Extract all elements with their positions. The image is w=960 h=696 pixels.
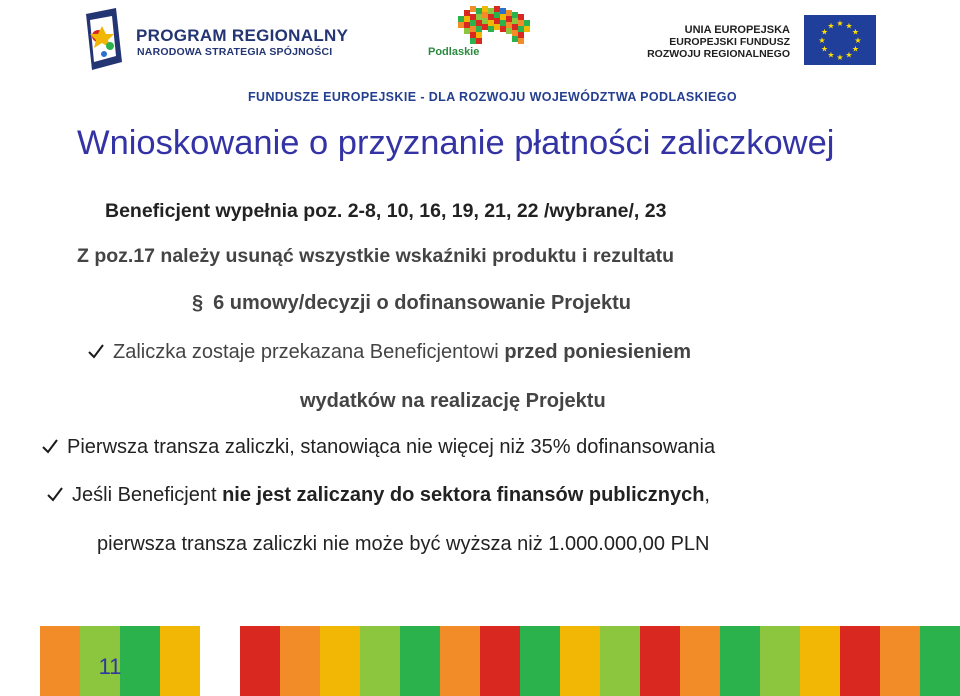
text-line-contract-section [192, 292, 631, 315]
slide-title: Wnioskowanie o przyznanie płatności zaliczkowej [77, 124, 835, 162]
footer-stripe [400, 626, 441, 696]
footer-stripe [560, 626, 601, 696]
svg-text:★: ★ [820, 27, 829, 37]
checkmark-icon [46, 485, 64, 503]
text-line-positions: Beneficjent wypełnia poz. 2-8, 10, 16, 19, 21, 22 /wybrane/, 23 [105, 200, 667, 222]
svg-text:★: ★ [836, 53, 844, 62]
svg-text:★: ★ [818, 36, 826, 45]
checkmark-icon [87, 342, 105, 360]
text-line-contract-label: 6 umowy/decyzji o dofinansowanie Projektu [213, 292, 631, 314]
svg-text:★: ★ [851, 44, 860, 54]
svg-text:★: ★ [827, 50, 835, 60]
text-line-advance-transfer [87, 341, 691, 364]
checkmark-icon [41, 437, 59, 455]
eu-fund-label [647, 24, 790, 60]
footer-stripe [160, 626, 201, 696]
footer-stripe [440, 626, 481, 696]
footer-stripe [200, 626, 241, 696]
footer-stripe [0, 626, 41, 696]
footer-color-stripes [0, 626, 960, 696]
eu-line-3: ROZWOJU REGIONALNEGO [647, 48, 790, 60]
svg-text:★: ★ [851, 27, 860, 37]
eu-line-2: EUROPEJSKI FUNDUSZ [669, 36, 790, 48]
svg-text:★: ★ [845, 50, 853, 60]
program-title: PROGRAM REGIONALNY [136, 26, 349, 45]
text-line-beneficiary-sector [46, 484, 710, 507]
section-sign-icon: § [192, 292, 204, 314]
footer-stripe [40, 626, 81, 696]
footer-stripe [320, 626, 361, 696]
slide-header [0, 0, 960, 112]
podlaskie-bison-logo [450, 4, 540, 52]
advance-transfer-bold: przed poniesieniem [504, 341, 692, 363]
svg-text:★: ★ [836, 19, 844, 28]
advance-transfer-text: Zaliczka zostaje przekazana Beneficjentowi [113, 341, 505, 363]
svg-text:★: ★ [845, 21, 853, 31]
svg-text:★: ★ [820, 44, 829, 54]
beneficiary-sector-bold: nie jest zaliczany do sektora finansów publicznych [222, 484, 705, 506]
svg-text:★: ★ [854, 36, 862, 45]
first-tranche-text: Pierwsza transza zaliczki, stanowiąca nie więcej niż 35% dofinansowania [67, 436, 716, 458]
page-number: 11 [98, 654, 122, 679]
footer-stripe [520, 626, 561, 696]
text-line-remove-indicators: Z poz.17 należy usunąć wszystkie wskaźniki produktu i rezultatu [77, 245, 675, 267]
footer-stripe [880, 626, 921, 696]
text-line-project-expenses: wydatków na realizację Projektu [300, 390, 606, 412]
footer-stripe [280, 626, 321, 696]
footer-stripe [680, 626, 721, 696]
footer-stripe [480, 626, 521, 696]
footer-stripe [720, 626, 761, 696]
funds-banner: FUNDUSZE EUROPEJSKIE - DLA ROZWOJU WOJEWÓDZTWA PODLASKIEGO [248, 90, 737, 104]
footer-stripe [240, 626, 281, 696]
text-line-first-tranche [41, 436, 715, 459]
beneficiary-sector-comma: , [704, 484, 710, 506]
footer-stripe [920, 626, 960, 696]
program-regionalny-logo [82, 6, 132, 76]
footer-stripe [840, 626, 881, 696]
eu-line-1: UNIA EUROPEJSKA [684, 24, 790, 36]
text-line-tranche-limit: pierwsza transza zaliczki nie może być wyższa niż 1.000.000,00 PLN [97, 533, 710, 555]
footer-stripe [640, 626, 681, 696]
footer-stripe [360, 626, 401, 696]
program-subtitle: NARODOWA STRATEGIA SPÓJNOŚCI [137, 46, 333, 58]
svg-text:★: ★ [827, 21, 835, 31]
footer-stripe [600, 626, 641, 696]
footer-stripe [760, 626, 801, 696]
footer-stripe [800, 626, 841, 696]
eu-flag-icon [804, 15, 876, 65]
region-name: Podlaskie [428, 46, 480, 58]
beneficiary-sector-text: Jeśli Beneficjent [72, 484, 223, 506]
